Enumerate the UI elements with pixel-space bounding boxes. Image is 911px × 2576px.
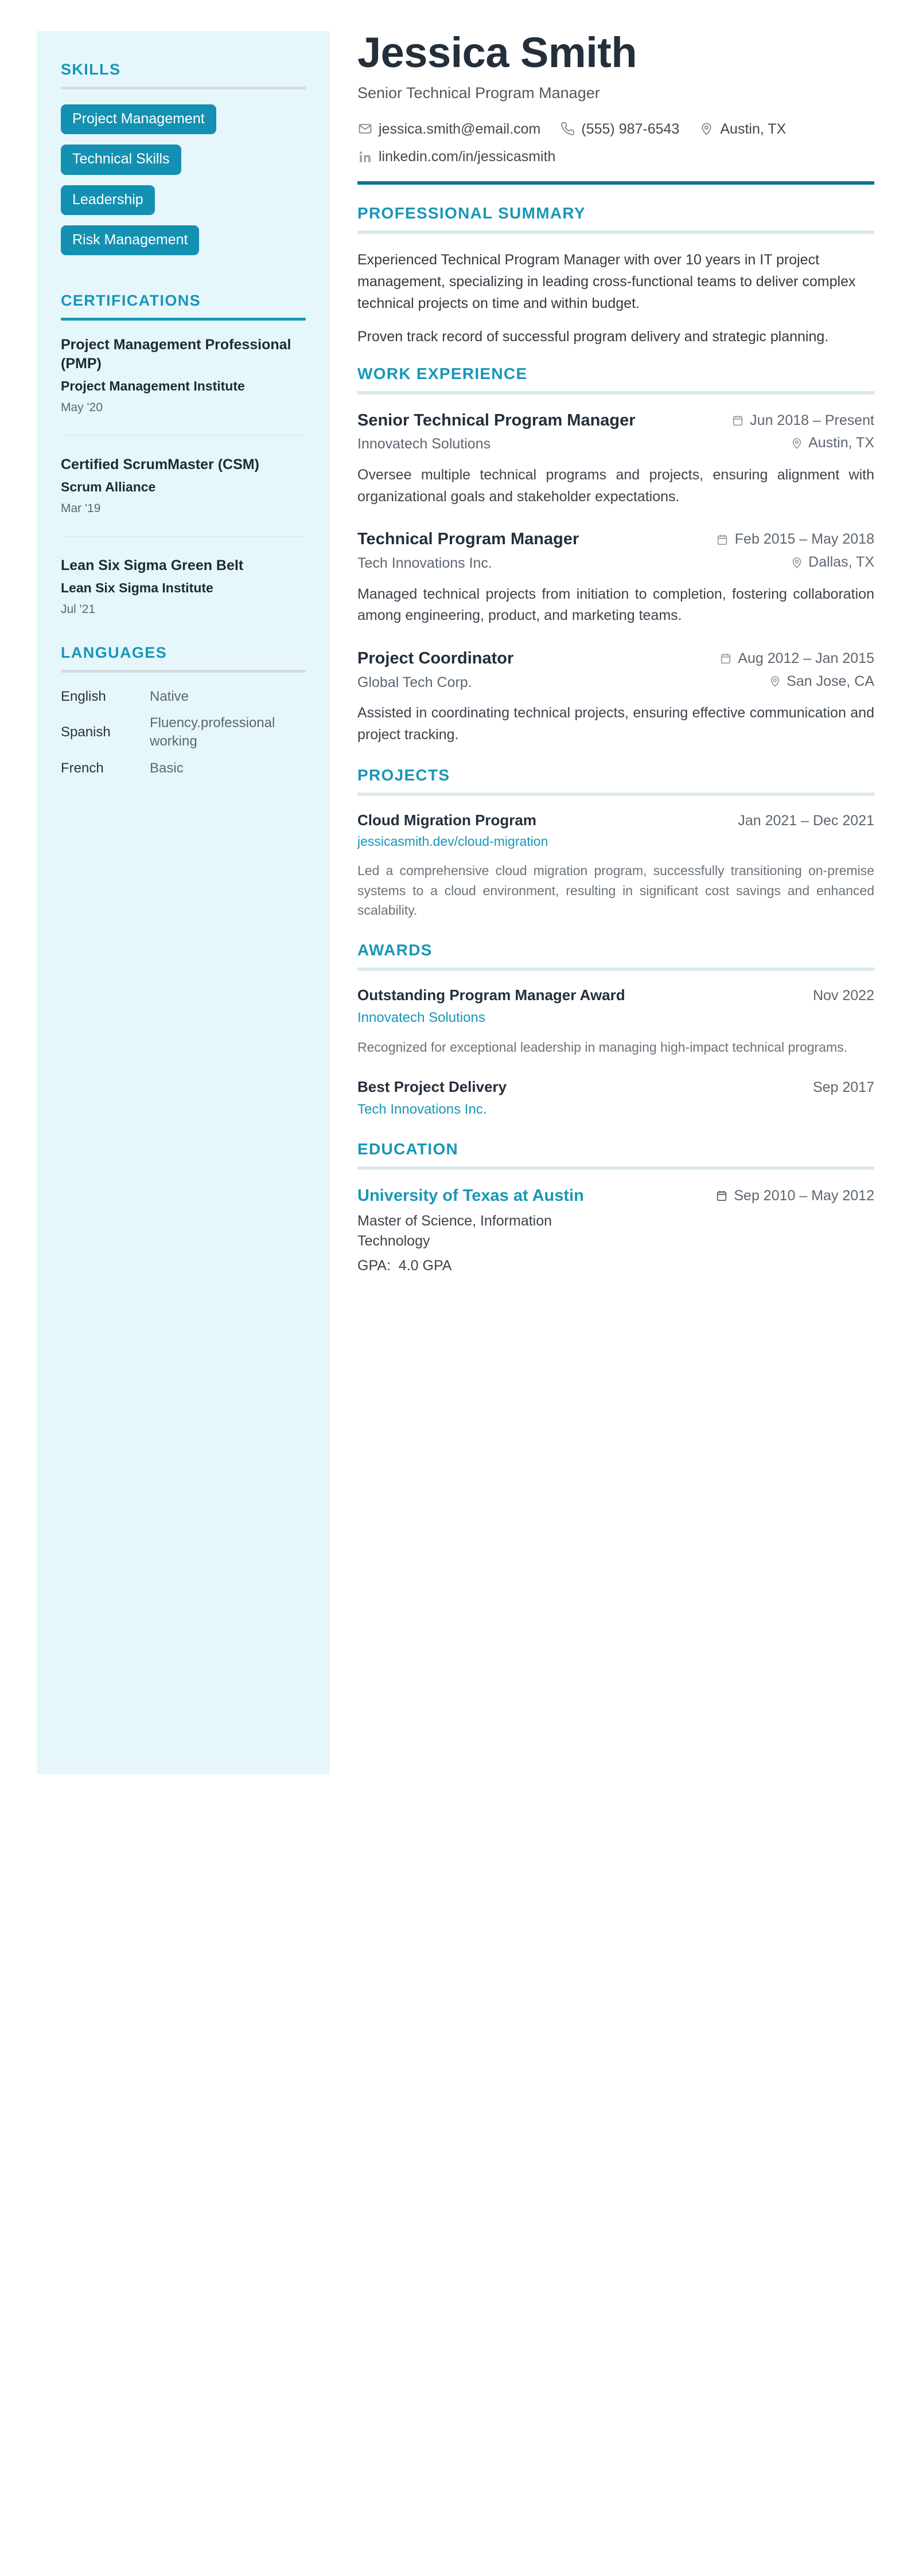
work-entry-subheader: [357, 554, 874, 573]
contact-row-primary: [357, 120, 874, 139]
languages-section: [61, 644, 306, 778]
skill-item: [61, 185, 306, 225]
work-entry-location: [790, 435, 874, 451]
languages-heading: LANGUAGES: [61, 643, 168, 661]
certification-name: Project Management Professional (PMP): [61, 337, 291, 372]
certification-date: May '20: [61, 400, 103, 414]
work-entry-dates: [716, 528, 874, 548]
project-title: Cloud Migration Program: [357, 811, 536, 829]
work-entry-location-value: Dallas, TX: [808, 554, 874, 571]
project-link[interactable]: jessicasmith.dev/cloud-migration: [357, 834, 548, 849]
contact-location-value: Austin, TX: [720, 120, 787, 137]
skill-item: [61, 145, 306, 185]
language-name: French: [61, 760, 104, 776]
work-entry-org: Innovatech Solutions: [357, 436, 491, 452]
education-section: [357, 1140, 874, 1277]
phone-icon: [560, 122, 575, 136]
awards-divider: [357, 967, 874, 971]
work-entry-subheader: [357, 435, 874, 454]
work-entry: [357, 647, 874, 746]
certification-name: Certified ScrumMaster (CSM): [61, 456, 259, 473]
language-item: [61, 688, 306, 706]
language-level: Fluency.professional working: [150, 715, 275, 750]
certification-org: Scrum Alliance: [61, 479, 156, 495]
work-entry-title: Project Coordinator: [357, 649, 514, 668]
projects-divider: [357, 793, 874, 796]
work-entry: [357, 528, 874, 627]
contact-linkedin-value: linkedin.com/in/jessicasmith: [379, 149, 556, 165]
language-item: [61, 714, 306, 751]
certification-date: Jul '21: [61, 603, 96, 616]
work-entry-description: Managed technical projects from initiation to completion, fostering collaboration among engineering, product, and marketing teams.: [357, 586, 874, 624]
awards-heading: AWARDS: [357, 940, 433, 959]
award-org: Tech Innovations Inc.: [357, 1102, 487, 1118]
work-entry-header: [357, 647, 874, 670]
contact-phone-value: (555) 987-6543: [581, 120, 680, 137]
award-date: Nov 2022: [812, 987, 874, 1004]
work-entry-dates-value: Jun 2018 – Present: [750, 412, 874, 428]
education-entry-header: [357, 1185, 874, 1207]
language-item: [61, 759, 306, 778]
education-divider: [357, 1166, 874, 1170]
work-entry-org: Tech Innovations Inc.: [357, 555, 492, 572]
project-entry: [357, 811, 874, 920]
work-entry-org: Global Tech Corp.: [357, 674, 472, 690]
main-column: [330, 31, 911, 1297]
award-date: Sep 2017: [812, 1079, 874, 1096]
award-entry-header: [357, 986, 874, 1005]
work-entry-location: [790, 554, 874, 571]
work-entry-location-value: Austin, TX: [808, 435, 874, 451]
professional-summary-heading: PROFESSIONAL SUMMARY: [357, 204, 586, 222]
work-entry-dates-value: Aug 2012 – Jan 2015: [738, 650, 874, 666]
work-entry-description: Oversee multiple technical programs and projects, ensuring alignment with organizational goals and stakeholder expectations.: [357, 467, 874, 505]
projects-section: [357, 766, 874, 920]
skill-item: [61, 225, 306, 266]
certifications-heading: CERTIFICATIONS: [61, 292, 201, 309]
work-entry-dates: [731, 409, 874, 429]
work-entry: [357, 409, 874, 508]
project-description: Led a comprehensive cloud migration program, successfully transitioning on-premise systems to a cloud environment, resulting in significant cost savings and enhanced scalability.: [357, 863, 874, 918]
linkedin-icon: [357, 149, 372, 164]
education-degree: Master of Science, Information Technology: [357, 1213, 552, 1250]
language-level: Native: [150, 688, 189, 704]
education-gpa-value: 4.0 GPA: [398, 1258, 452, 1274]
location-pin-icon: [790, 556, 803, 569]
projects-heading: PROJECTS: [357, 766, 450, 784]
work-entry-title: Senior Technical Program Manager: [357, 411, 636, 430]
skills-heading: SKILLS: [61, 61, 121, 78]
award-entry: [357, 1078, 874, 1119]
certification-org: Lean Six Sigma Institute: [61, 580, 213, 596]
contact-row-secondary: [357, 147, 874, 166]
education-gpa: [357, 1256, 874, 1276]
certification-org: Project Management Institute: [61, 378, 245, 393]
project-entry-header: [357, 811, 874, 830]
award-title: Best Project Delivery: [357, 1078, 507, 1096]
education-entry: [357, 1185, 874, 1277]
certification-item: [61, 435, 306, 516]
envelope-icon: [357, 122, 372, 136]
work-experience-heading: WORK EXPERIENCE: [357, 364, 528, 383]
calendar-icon: [716, 533, 729, 546]
sidebar: [37, 31, 330, 1774]
language-name: Spanish: [61, 724, 111, 740]
work-experience-divider: [357, 391, 874, 395]
contact-email-value: jessica.smith@email.com: [379, 120, 541, 137]
language-name: English: [61, 688, 106, 704]
skill-item: [61, 104, 306, 145]
work-entry-title: Technical Program Manager: [357, 530, 579, 549]
work-entry-header: [357, 409, 874, 432]
work-entry-dates-value: Feb 2015 – May 2018: [734, 531, 874, 548]
certification-item: [61, 536, 306, 617]
languages-divider: [61, 670, 306, 673]
work-entry-location-value: San Jose, CA: [787, 673, 874, 689]
contact-linkedin[interactable]: [357, 147, 555, 166]
certification-item: [61, 335, 306, 415]
certification-date: Mar '19: [61, 502, 101, 516]
awards-section: [357, 941, 874, 1119]
calendar-icon: [715, 1189, 728, 1203]
work-entry-subheader: [357, 673, 874, 693]
award-title: Outstanding Program Manager Award: [357, 986, 625, 1004]
location-pin-icon: [790, 436, 803, 450]
work-entry-location: [768, 673, 874, 690]
professional-summary-divider: [357, 231, 874, 234]
location-pin-icon: [768, 675, 781, 688]
work-entry-description: Assisted in coordinating technical projects, ensuring effective communication and project tracking.: [357, 705, 874, 743]
contact-phone[interactable]: [560, 120, 679, 139]
location-pin-icon: [699, 122, 714, 136]
skills-section: [61, 61, 306, 266]
summary-paragraph: Proven track record of successful program delivery and strategic planning.: [357, 328, 829, 345]
project-dates: Jan 2021 – Dec 2021: [738, 813, 874, 829]
candidate-job-title: Senior Technical Program Manager: [357, 84, 600, 102]
calendar-icon: [731, 414, 744, 427]
certification-name: Lean Six Sigma Green Belt: [61, 557, 244, 574]
award-org: Innovatech Solutions: [357, 1009, 485, 1025]
work-experience-section: [357, 365, 874, 746]
calendar-icon: [719, 652, 732, 665]
summary-paragraph: Experienced Technical Program Manager with over 10 years in IT project management, specializing in leading cross-functional teams to deliver complex technical projects on time and within budget.: [357, 251, 856, 311]
education-school: University of Texas at Austin: [357, 1186, 584, 1205]
certifications-section: [61, 292, 306, 618]
language-level: Basic: [150, 760, 184, 776]
award-entry-header: [357, 1078, 874, 1097]
work-entry-header: [357, 528, 874, 551]
contact-email[interactable]: [357, 120, 540, 139]
skill-pill[interactable]: Project Management: [61, 104, 216, 134]
skill-pill[interactable]: Leadership: [61, 185, 155, 215]
award-description: Recognized for exceptional leadership in managing high-impact technical programs.: [357, 1039, 848, 1055]
certifications-divider: [61, 318, 306, 321]
candidate-name: Jessica Smith: [357, 29, 637, 76]
skill-pill[interactable]: Risk Management: [61, 225, 199, 255]
award-entry: [357, 986, 874, 1057]
education-gpa-label: GPA:: [357, 1258, 391, 1274]
professional-summary-section: [357, 204, 874, 348]
education-dates-value: Sep 2010 – May 2012: [734, 1187, 874, 1204]
contact-location: [699, 120, 786, 139]
header-divider: [357, 181, 874, 185]
skills-divider: [61, 87, 306, 89]
education-heading: EDUCATION: [357, 1139, 459, 1158]
education-dates: [715, 1185, 874, 1204]
work-entry-dates: [719, 647, 874, 667]
skill-pill[interactable]: Technical Skills: [61, 145, 181, 174]
skills-list: [61, 104, 306, 266]
